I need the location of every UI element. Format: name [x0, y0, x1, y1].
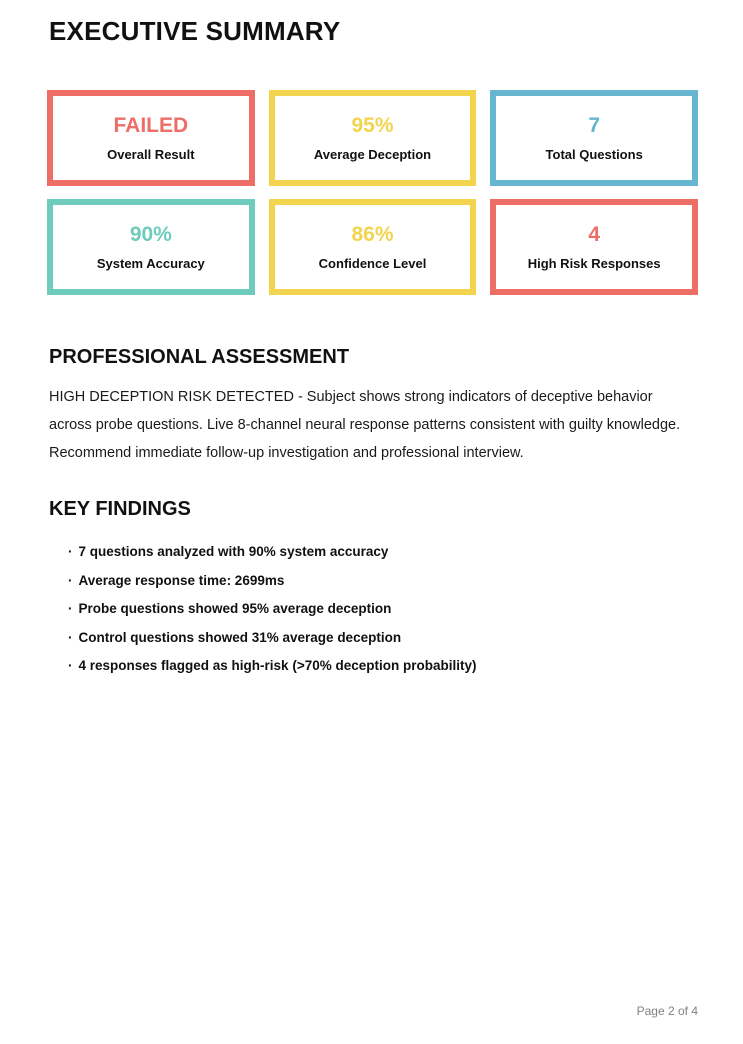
finding-item [68, 652, 698, 681]
stat-label: Confidence Level [318, 255, 427, 271]
bullet-icon: · [68, 601, 73, 616]
finding-item [68, 624, 698, 653]
stat-value: FAILED [113, 114, 189, 138]
stat-value: 7 [588, 114, 600, 138]
stat-label: Average Deception [313, 146, 432, 162]
stat-label: High Risk Responses [527, 255, 661, 271]
findings-heading: KEY FINDINGS [49, 498, 191, 520]
finding-text: 7 questions analyzed with 90% system accuracy [78, 544, 389, 559]
stat-value: 90% [129, 223, 172, 247]
stats-grid [47, 90, 698, 295]
page-title: EXECUTIVE SUMMARY [49, 16, 341, 46]
assessment-body: HIGH DECEPTION RISK DETECTED - Subject shows strong indicators of deceptive behavior across probe questions. Live 8-channel neural response patterns consistent with guilty knowledge. Recommend immediate follow-up investigation and professional interview. [49, 389, 681, 461]
stat-label: System Accuracy [96, 255, 205, 271]
stat-label: Overall Result [107, 146, 195, 162]
stat-label: Total Questions [545, 146, 643, 162]
stat-card [47, 90, 255, 186]
finding-text: Probe questions showed 95% average deception [78, 601, 392, 616]
finding-text: Control questions showed 31% average deception [78, 629, 402, 645]
page-number: Page 2 of 4 [636, 1004, 698, 1018]
bullet-icon: · [68, 544, 73, 559]
stat-value: 86% [351, 223, 394, 247]
stat-card [269, 199, 477, 295]
bullet-icon: · [68, 658, 73, 673]
stat-card [490, 199, 698, 295]
finding-item [68, 567, 698, 596]
finding-text: Average response time: 2699ms [78, 572, 285, 588]
assessment-heading: PROFESSIONAL ASSESSMENT [49, 346, 350, 368]
stat-value: 95% [351, 114, 394, 138]
findings-list [68, 538, 698, 681]
stat-value: 4 [588, 223, 600, 247]
finding-item [68, 595, 698, 624]
finding-item [68, 538, 698, 567]
stat-card [490, 90, 698, 186]
stat-card [47, 199, 255, 295]
bullet-icon: · [68, 629, 73, 645]
finding-text: 4 responses flagged as high-risk (>70% deception probability) [78, 658, 477, 673]
stat-card [269, 90, 477, 186]
bullet-icon: · [68, 572, 73, 588]
